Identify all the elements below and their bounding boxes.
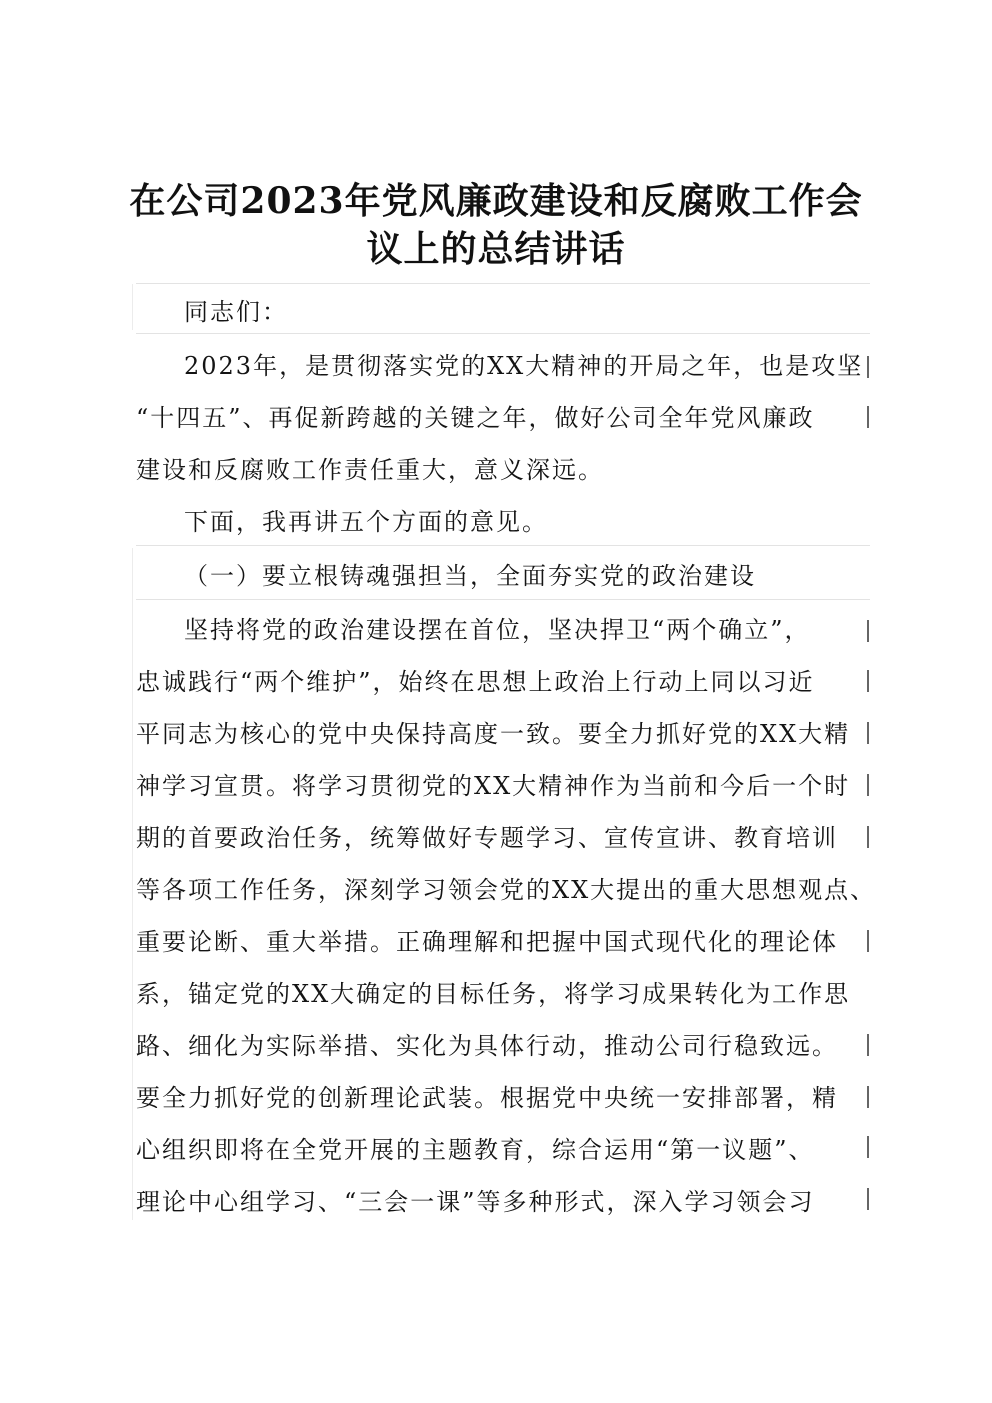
- text-line: 期的首要政治任务，统筹做好专题学习、宣传宣讲、教育培训: [136, 824, 838, 852]
- text-line: 要全力抓好党的创新理论武装。根据党中央统一安排部署，精: [136, 1084, 838, 1112]
- margin-mark: [867, 774, 869, 796]
- scan-rule: [136, 283, 870, 284]
- margin-mark: [867, 826, 869, 848]
- margin-mark: [867, 1086, 869, 1108]
- margin-mark: [867, 356, 869, 378]
- text-line: 路、细化为实际举措、实化为具体行动，推动公司行稳致远。: [136, 1032, 838, 1060]
- margin-mark: [867, 670, 869, 692]
- margin-mark: [867, 722, 869, 744]
- document-title-line-2: 议上的总结讲话: [366, 228, 626, 270]
- margin-mark: [867, 1188, 869, 1210]
- text-line: 忠诚践行“两个维护”，始终在思想上政治上行动上同以习近: [136, 668, 815, 696]
- text-line: 平同志为核心的党中央保持高度一致。要全力抓好党的XX大精: [136, 720, 851, 748]
- text-line: 理论中心组学习、“三会一课”等多种形式，深入学习领会习: [136, 1188, 815, 1216]
- text-line: 下面，我再讲五个方面的意见。: [184, 508, 548, 536]
- scan-border: [132, 284, 133, 330]
- margin-mark: [867, 620, 869, 642]
- margin-mark: [867, 406, 869, 428]
- scan-border: [132, 548, 133, 1220]
- text-line: 2023年，是贯彻落实党的XX大精神的开局之年，也是攻坚: [184, 352, 864, 380]
- document-title-line-1: 在公司2023年党风廉政建设和反腐败工作会: [129, 180, 863, 222]
- text-line: “十四五”、再促新跨越的关键之年，做好公司全年党风廉政: [136, 404, 815, 432]
- section-heading: （一）要立根铸魂强担当，全面夯实党的政治建设: [184, 562, 756, 590]
- text-line: 心组织即将在全党开展的主题教育，综合运用“第一议题”、: [136, 1136, 815, 1164]
- text-line: 系，锚定党的XX大确定的目标任务，将学习成果转化为工作思: [136, 980, 851, 1008]
- text-line: 坚持将党的政治建设摆在首位，坚决捍卫“两个确立”，: [184, 616, 811, 644]
- margin-mark: [867, 1034, 869, 1056]
- text-line: 重要论断、重大举措。正确理解和把握中国式现代化的理论体: [136, 928, 838, 956]
- text-line: 神学习宣贯。将学习贯彻党的XX大精神作为当前和今后一个时: [136, 772, 851, 800]
- margin-mark: [867, 930, 869, 952]
- salutation: 同志们：: [184, 298, 288, 326]
- text-line: 建设和反腐败工作责任重大，意义深远。: [136, 456, 604, 484]
- margin-mark: [867, 1136, 869, 1158]
- text-line: 等各项工作任务，深刻学习领会党的XX大提出的重大思想观点、: [136, 876, 877, 904]
